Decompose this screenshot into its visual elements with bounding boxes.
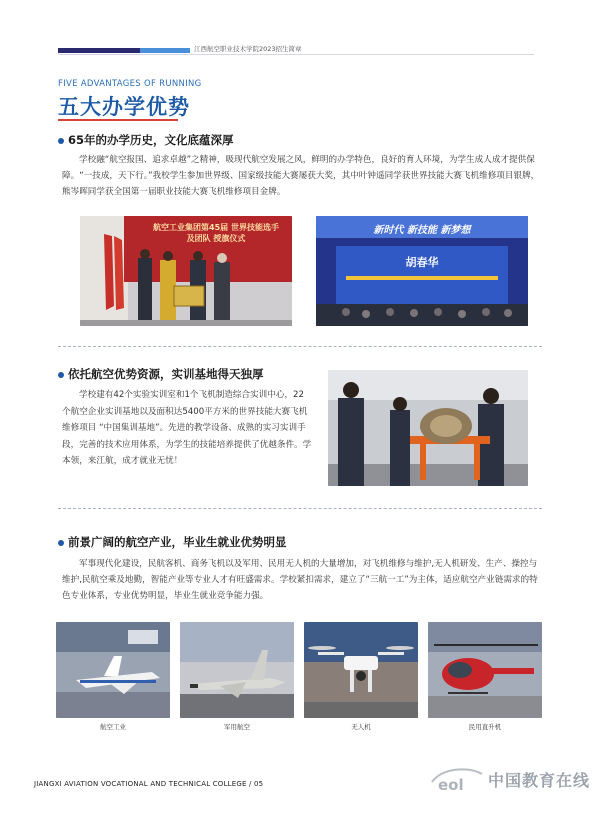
page-title: 五大办学优势 [58, 95, 190, 119]
award-ceremony-photo [80, 216, 292, 326]
fighter-jet-illustration [180, 622, 294, 718]
english-title: FIVE ADVANTAGES OF RUNNING [58, 79, 202, 89]
title-underline [58, 119, 178, 121]
section3-body: 军事现代化建设，民航客机、商务飞机以及军用、民用无人机的大量增加，对飞机维修与维护,无人机研发、生产、操控与维护,民航空乘及地勤，智能产业等专业人才有旺盛需求。学校紧扣需求，建立了“三航一工”为主体，适应航空产业链需求的特色专业体系，专业优势明显，毕业生就业竞争能力强。 [62, 559, 538, 601]
header-bar-blue [140, 48, 190, 53]
section2-heading: 依托航空优势资源，实训基地得天独厚 [68, 367, 264, 381]
caption-aviation-industry: 航空工业 [100, 723, 126, 731]
section2-body: 学校建有42个实验实训室和1个飞机制造综合实训中心，22个航空企业实训基地以及面积达5400平方米的世界技能大赛飞机维修项目 “中国集训基地”。先进的教学设备、成熟的实习实训手段，完善的技术应用体系，为学生的技能培养提供了优越条件。学本领，来江航，成才就业无忧！ [62, 390, 312, 466]
watermark-text: 中国教育在线 [488, 771, 591, 790]
header-text: 江西航空职业技术学院2023招生简章 [194, 45, 302, 53]
eol-logo-icon [428, 760, 486, 796]
section-bullet-icon [58, 138, 64, 144]
section3-heading: 前景广阔的航空产业，毕业生就业优势明显 [68, 535, 287, 549]
hangar-jet-illustration [56, 622, 170, 718]
caption-military-aviation: 军用航空 [224, 723, 250, 731]
drone-illustration [304, 622, 418, 718]
stage-name-text: 胡春华 [405, 256, 439, 269]
footer-text: JIANGXI AVIATION VOCATIONAL AND TECHNICAL COLLEGE / 05 [34, 780, 264, 788]
engine-workshop-photo [328, 370, 528, 486]
section-divider [58, 346, 542, 347]
eol-logo-text: eol [438, 776, 464, 794]
engine-workshop-illustration [328, 370, 528, 486]
caption-civil-helicopter: 民用直升机 [468, 723, 502, 731]
section1-heading: 65年的办学历史，文化底蕴深厚 [68, 133, 234, 147]
competition-stage-photo [316, 216, 528, 326]
military-aviation-photo [180, 622, 294, 718]
section1-body: 学校融“航空报国、追求卓越”之精神，吸现代航空发展之风，鲜明的办学特色，良好的育人环境，为学生成人成才提供保障。“一技成，天下行。”我校学生参加世界级、国家级技能大赛屡获大奖，其中叶钟遥同学获世界技能大赛飞机维修项目银牌，熊岑晖同学获全国第一届职业技能大赛飞机维修项目金牌。 [62, 155, 540, 197]
header-rule [58, 54, 534, 55]
section-bullet-icon [58, 540, 64, 546]
ceremony-banner-text: 航空工业集团第45届 世界技能选手及团队 授旗仪式 [153, 223, 279, 243]
section-bullet-icon [58, 372, 64, 378]
header-bar-dark [58, 48, 140, 53]
helicopter-illustration [428, 622, 542, 718]
caption-drone: 无人机 [351, 723, 371, 731]
drone-photo [304, 622, 418, 718]
stage-slogan-text: 新时代 新技能 新梦想 [373, 225, 471, 236]
aviation-industry-photo [56, 622, 170, 718]
civil-helicopter-photo [428, 622, 542, 718]
section-divider [58, 508, 542, 509]
